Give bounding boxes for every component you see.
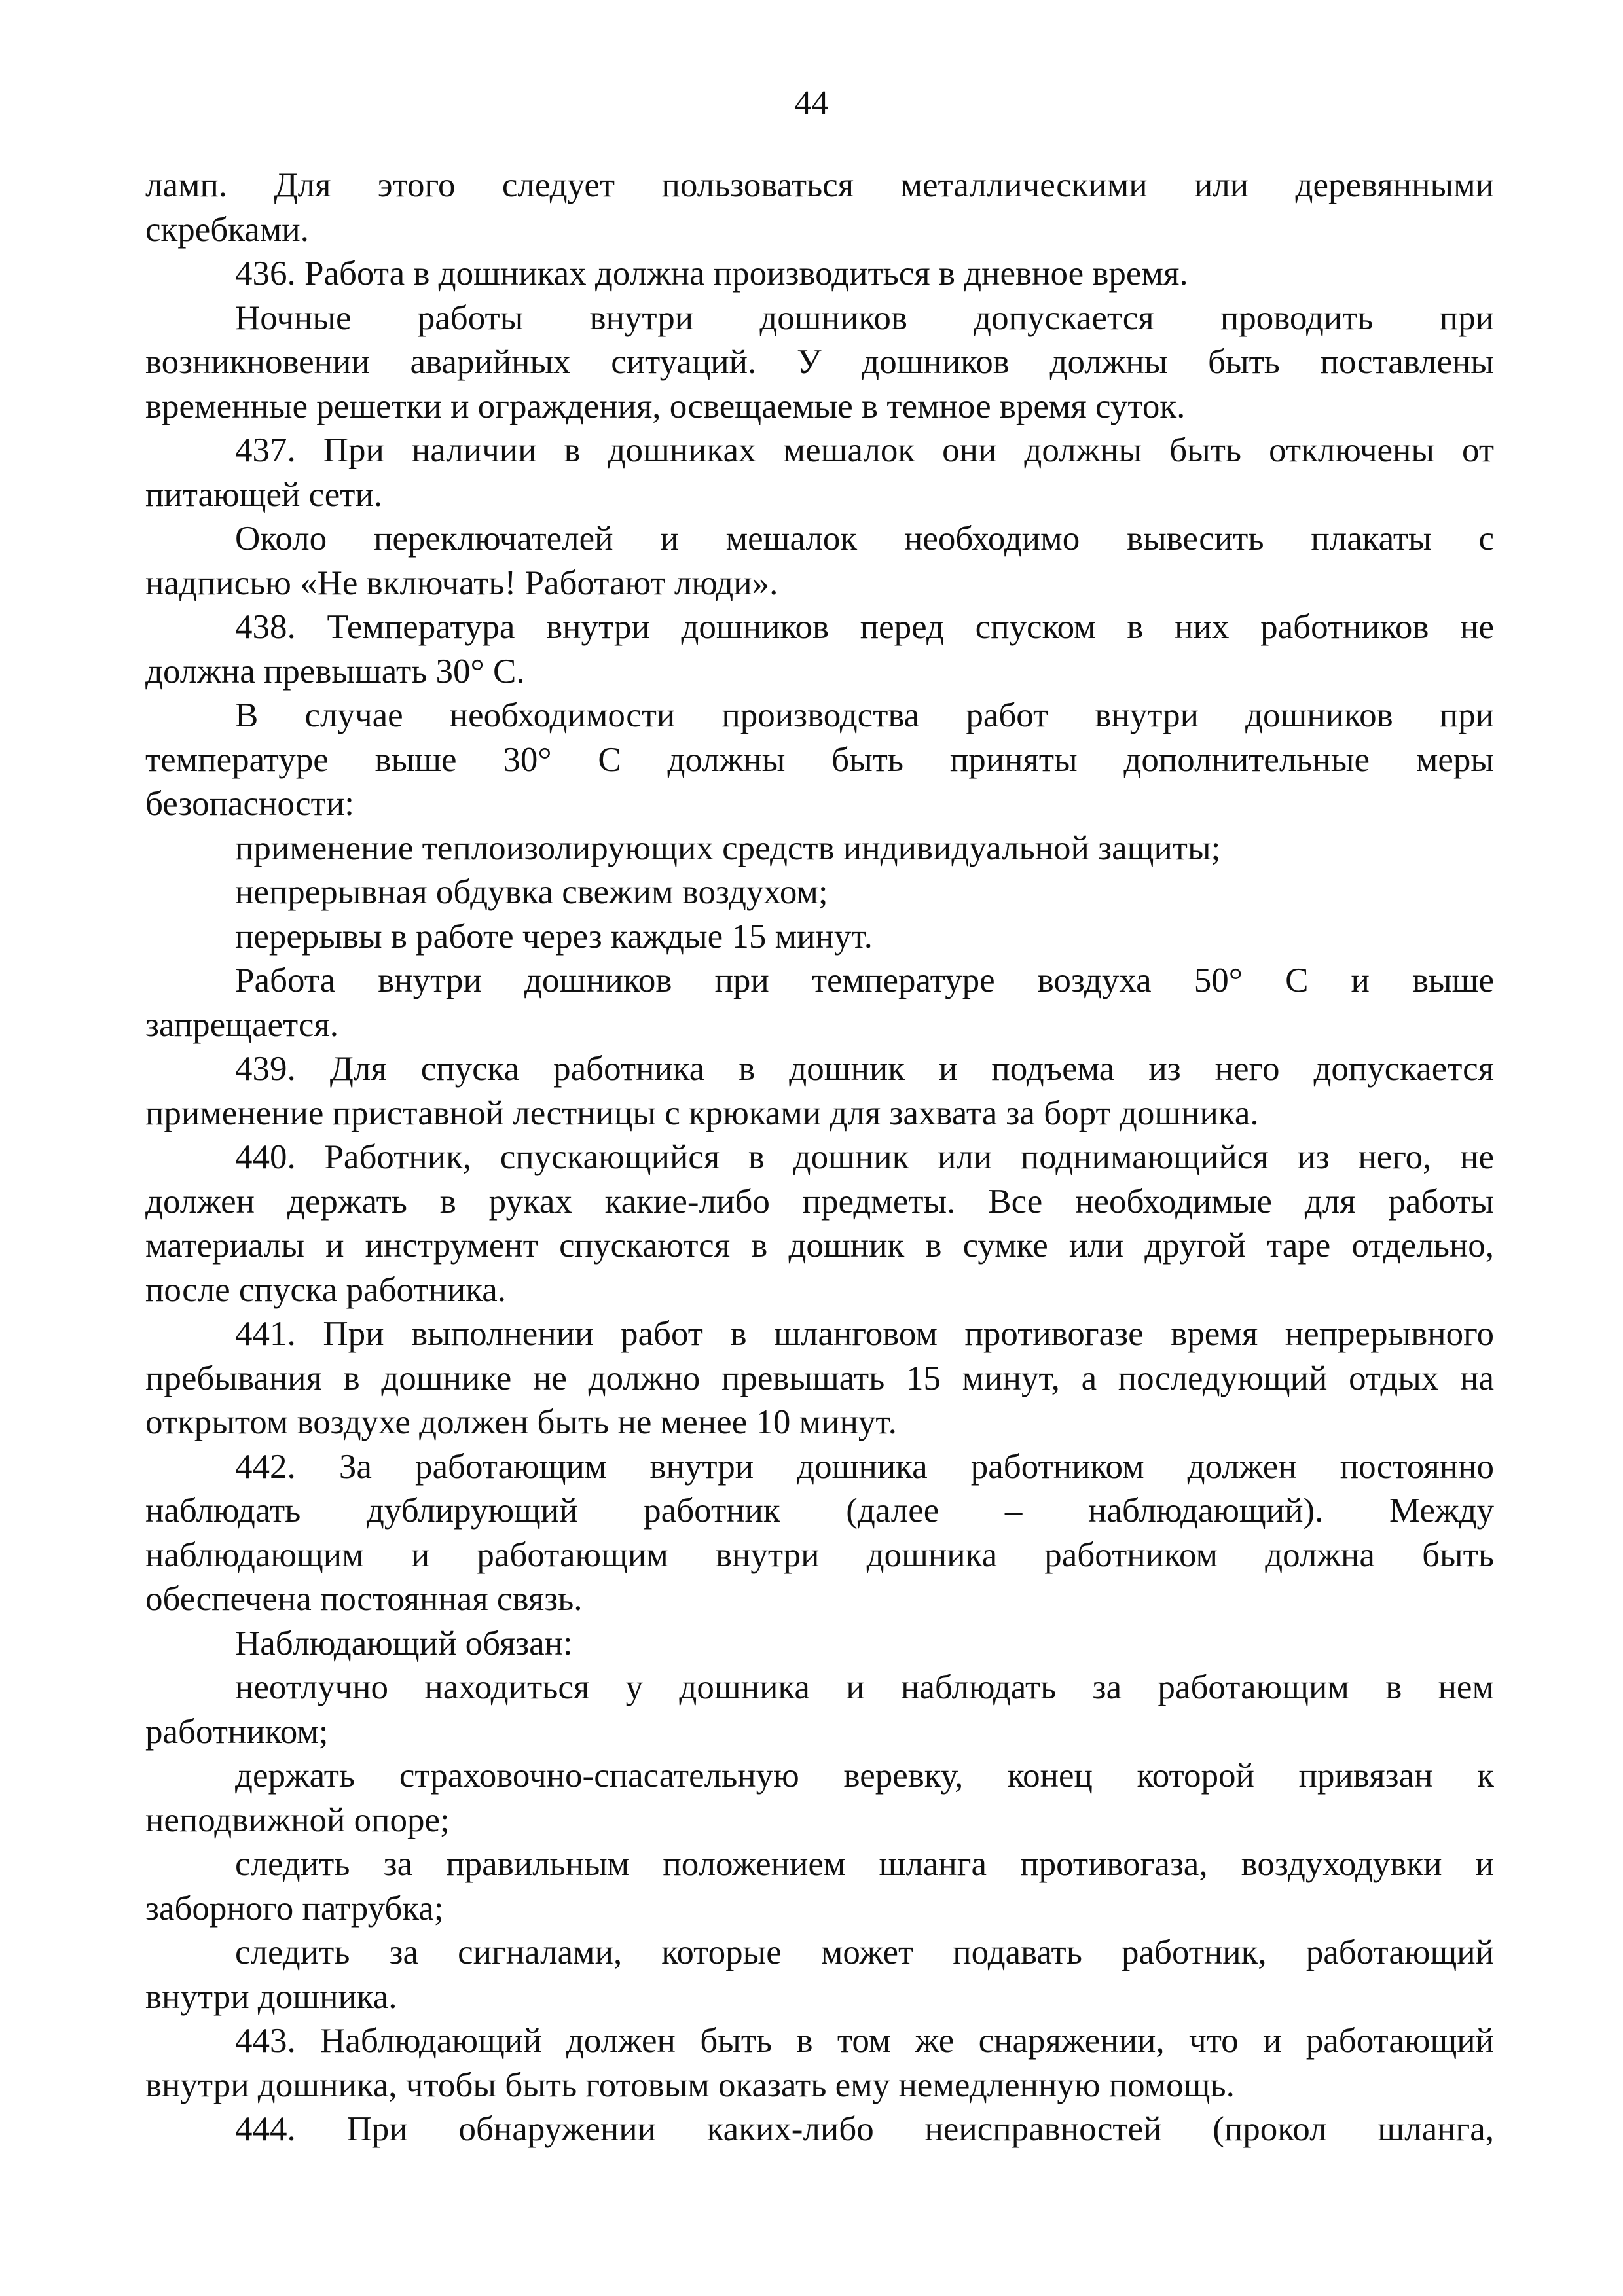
text-line: обеспечена постоянная связь. — [145, 1580, 583, 1618]
text-line: питающей сети. — [145, 475, 383, 514]
text-line: 437. При наличии в дошниках мешалок они должны быть отключены от — [235, 431, 1494, 469]
text-line: внутри дошника, чтобы быть готовым оказать ему немедленную помощь. — [145, 2066, 1235, 2104]
text-line: материалы и инструмент спускаются в дошник в сумке или другой таре отдельно, — [145, 1227, 1494, 1265]
text-line: следить за правильным положением шланга противогаза, воздуходувки и — [235, 1845, 1494, 1883]
text-line: 440. Работник, спускающийся в дошник или поднимающийся из него, не — [235, 1138, 1494, 1176]
text-line: применение теплоизолирующих средств индивидуальной защиты; — [235, 829, 1221, 867]
text-line: 443. Наблюдающий должен быть в том же снаряжении, что и работающий — [235, 2022, 1494, 2060]
text-line: неподвижной опоре; — [145, 1801, 450, 1839]
page-number: 44 — [794, 84, 829, 122]
text-line: временные решетки и ограждения, освещаемые в темное время суток. — [145, 387, 1186, 425]
text-line: пребывания в дошнике не должно превышать 15 минут, а последующий отдых на — [145, 1359, 1494, 1397]
text-line: после спуска работника. — [145, 1270, 506, 1309]
text-line: перерывы в работе через каждые 15 минут. — [235, 917, 873, 956]
text-line: открытом воздухе должен быть не менее 10 минут. — [145, 1403, 897, 1441]
text-line: надписью «Не включать! Работают люди». — [145, 564, 778, 602]
text-line: В случае необходимости производства работ внутри дошников при — [235, 696, 1494, 734]
text-line: Наблюдающий обязан: — [235, 1624, 573, 1662]
text-line: внутри дошника. — [145, 1977, 397, 2016]
text-line: наблюдать дублирующий работник (далее – наблюдающий). Между — [145, 1492, 1494, 1530]
text-line: применение приставной лестницы с крюками для захвата за борт дошника. — [145, 1094, 1259, 1132]
text-line: работником; — [145, 1712, 329, 1751]
text-line: заборного патрубка; — [145, 1889, 444, 1928]
text-line: запрещается. — [145, 1005, 338, 1044]
document-body — [145, 164, 1494, 2152]
text-line: возникновении аварийных ситуаций. У дошников должны быть поставлены — [145, 343, 1494, 381]
text-line: неотлучно находиться у дошника и наблюдать за работающим в нем — [235, 1668, 1494, 1706]
text-line: непрерывная обдувка свежим воздухом; — [235, 873, 828, 911]
text-line: 436. Работа в дошниках должна производиться в дневное время. — [235, 255, 1188, 293]
text-line: ламп. Для этого следует пользоваться металлическими или деревянными — [145, 166, 1494, 204]
text-line: Около переключателей и мешалок необходимо вывесить плакаты с — [235, 520, 1494, 558]
text-line: следить за сигналами, которые может подавать работник, работающий — [235, 1933, 1494, 1971]
text-line: держать страховочно-спасательную веревку, конец которой привязан к — [235, 1757, 1494, 1795]
text-line: Работа внутри дошников при температуре воздуха 50° С и выше — [235, 961, 1494, 999]
text-line: 442. За работающим внутри дошника работником должен постоянно — [235, 1447, 1494, 1486]
text-line: 439. Для спуска работника в дошник и подъема из него допускается — [235, 1050, 1494, 1088]
text-line: 444. При обнаружении каких-либо неисправностей (прокол шланга, — [235, 2110, 1494, 2148]
text-line: 441. При выполнении работ в шланговом противогазе время непрерывного — [235, 1315, 1494, 1353]
text-line: наблюдающим и работающим внутри дошника работником должна быть — [145, 1535, 1494, 1574]
text-line: 438. Температура внутри дошников перед спуском в них работников не — [235, 608, 1494, 646]
text-line: скребками. — [145, 210, 309, 249]
text-line: Ночные работы внутри дошников допускается проводить при — [235, 298, 1494, 337]
text-line: должен держать в руках какие-либо предметы. Все необходимые для работы — [145, 1182, 1494, 1221]
text-line: должна превышать 30° С. — [145, 652, 525, 691]
text-line: безопасности: — [145, 785, 354, 823]
text-line: температуре выше 30° С должны быть приняты дополнительные меры — [145, 740, 1494, 779]
